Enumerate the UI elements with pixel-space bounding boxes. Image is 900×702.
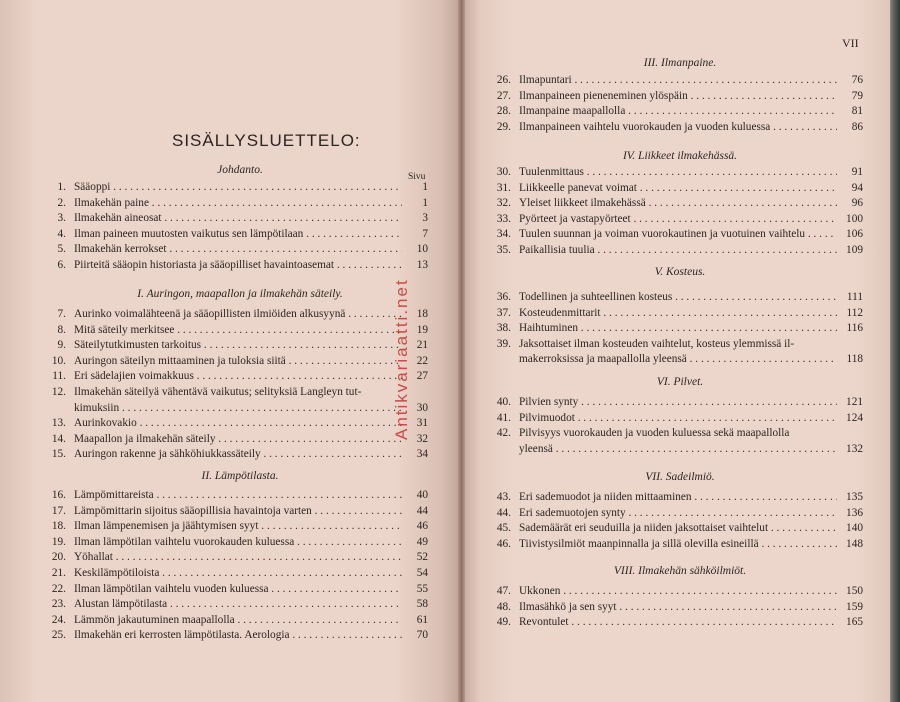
entry-title: kimuksiin . . . [74,401,402,415]
book-gutter [458,0,465,702]
toc-entry [489,243,863,257]
entry-page: 100 [846,212,863,225]
entry-page: 22 [416,354,428,367]
entry-page: 58 [416,598,428,611]
entry-number: 11. [52,370,66,383]
entry-number: 40. [496,396,511,408]
entry-page: 94 [851,181,863,194]
toc-entry [489,73,863,87]
toc-entry [489,89,863,103]
toc-entry [44,354,428,368]
toc-entry [44,432,428,446]
section-title: IV. Liikkeet ilmakehässä. [622,150,738,162]
toc-entry [489,506,863,520]
toc-entry [44,338,428,352]
entry-title: Ilmanpaine maapallolla . . . [519,104,837,118]
entry-page: 34 [416,448,428,461]
section-title: I. Auringon, maapallon ja ilmakehän säteily. [137,288,343,300]
section-title: Johdanto. [217,164,263,176]
entry-title: Tiivistysilmiöt maanpinnalla ja sillä olevilla esineillä . . . [519,537,837,551]
entry-title: Ilmakehän kerrokset . . . [74,242,402,256]
entry-page: 109 [846,244,863,256]
toc-entry [489,442,863,456]
entry-title: yleensä . . . [519,442,837,456]
toc-entry [44,242,428,256]
entry-page: 49 [416,535,428,548]
entry-page: 76 [851,74,863,86]
toc-entry [44,488,428,502]
toc-entry [44,416,428,430]
entry-page: 30 [416,401,428,414]
entry-number: 28. [496,105,511,118]
entry-page: 106 [846,228,863,241]
entry-number: 2. [57,196,66,209]
entry-page: 55 [416,582,428,595]
toc-entry [489,411,863,425]
toc-entry [489,537,863,551]
entry-title: Ilmakehän aineosat . . . [74,211,402,225]
entry-title: Ilman paineen muutosten vaikutus sen lämpötilaan . . . [74,227,402,241]
entry-title: Lämmön jakautuminen maapallolla . . . [74,613,402,627]
page-number-label: VII [842,36,859,50]
entry-number: 41. [496,411,511,424]
entry-number: 48. [496,600,511,613]
entry-title: Alustan lämpötilasta . . . [74,597,402,611]
toc-entry [489,196,863,210]
entry-title: Yleiset liikkeet ilmakehässä . . . [519,196,837,210]
entry-title: Ilmapuntari . . . [519,73,837,87]
entry-number: 13. [51,417,66,430]
entry-number: 30. [496,166,511,178]
toc-entry [44,401,428,415]
toc-entry [44,613,428,627]
toc-entry [489,584,863,598]
entry-title: Mitä säteily merkitsee . . . [74,323,402,337]
entry-number: 31. [496,181,511,194]
toc-entry [44,211,428,225]
entry-title: Ilmakehän paine . . . [74,196,402,210]
entry-number: 38. [496,322,511,335]
entry-page: 136 [846,506,863,519]
entry-page: 40 [416,489,428,501]
entry-number: 35. [496,244,511,256]
sivu-label: Sivu [408,172,426,182]
toc-entry [44,447,428,461]
toc-entry [489,104,863,118]
entry-page: 1 [422,196,428,209]
entry-title: Yöhallat . . . [74,550,402,564]
entry-page: 27 [416,370,428,383]
entry-title: Ilman lämpötilan vaihtelu vuoden kuluessa . . . [74,582,402,596]
toc-entry [489,290,863,304]
entry-title: Eri sademuodot ja niiden mittaaminen . . . [519,490,837,504]
toc-entry [44,227,428,241]
toc-heading: SISÄLLYSLUETTELO: [172,131,361,150]
watermark: Antikvariaatti.net [392,278,411,440]
entry-number: 10. [51,354,66,367]
entry-title: Haihtuminen . . . [519,321,837,335]
toc-entry [44,196,428,210]
entry-title: Sademäärät eri seuduilla ja niiden jaksottaiset vaihtelut . . . [519,521,837,535]
entry-number: 26. [496,74,511,86]
entry-number: 15. [51,448,66,461]
section-title: VII. Sadeilmiö. [645,471,715,483]
entry-title: Ilmakehän eri kerrosten lämpötilasta. Aerologia . . . [74,628,402,642]
entry-number: 12. [51,386,66,398]
toc-entry [489,600,863,614]
entry-number: 47. [496,585,511,597]
entry-page: 111 [846,291,863,303]
entry-page: 159 [846,600,863,613]
entry-title: Ilmanpaineen vaihtelu vuorokauden ja vuoden kuluessa . . . [519,120,837,134]
entry-page: 54 [416,567,428,579]
entry-number: 23. [51,598,66,611]
entry-number: 43. [496,491,511,503]
entry-title: Paikallisia tuulia . . . [519,243,837,257]
toc-entry [44,550,428,564]
toc-entry [44,628,428,642]
toc-entry [44,385,428,399]
entry-page [837,426,863,440]
entry-number: 4. [57,227,66,240]
entry-page: 124 [846,411,863,424]
entry-page: 148 [846,537,863,550]
toc-entry [44,258,428,272]
entry-number: 33. [496,212,511,225]
entry-page: 116 [846,322,863,335]
entry-title: Lämpömittareista . . . [74,488,402,502]
entry-number: 36. [496,291,511,303]
toc-entry [44,597,428,611]
entry-page: 81 [851,105,863,118]
entry-title: Pilvien synty . . . [519,395,837,409]
book-edge [890,0,900,702]
entry-number: 22. [51,582,66,595]
entry-title: Ilman lämpenemisen ja jäähtymisen syyt . . . [74,519,402,533]
entry-page [837,337,863,351]
entry-number: 44. [496,506,511,519]
entry-page: 86 [851,120,863,133]
entry-title: Auringon säteilyn mittaaminen ja tuloksia siitä . . . [74,354,402,368]
entry-page: 79 [851,89,863,102]
entry-page: 118 [846,353,863,366]
section-title: V. Kosteus. [654,266,706,278]
entry-title: Keskilämpötiloista . . . [74,566,402,580]
entry-title: Aurinkovakio . . . [74,416,402,430]
toc-entry [489,352,863,366]
entry-number: 14. [51,432,66,445]
entry-page: 132 [846,442,863,455]
entry-title: Ilmakehän säteilyä vähentävä vaikutus; selityksiä Langleyn tut- [74,386,362,398]
entry-number: 1. [57,181,66,193]
entry-page: 70 [416,629,428,642]
entry-title: Jaksottaiset ilman kosteuden vaihtelut, kosteus ylemmissä il- [519,337,795,350]
entry-title: Pilvisyys vuorokauden ja vuoden kuluessa sekä maapallolla [519,427,790,440]
entry-number: 46. [496,537,511,550]
toc-entry [44,519,428,533]
toc-entry [44,369,428,383]
entry-page: 91 [851,166,863,178]
entry-number: 7. [57,308,66,320]
entry-number [489,352,511,366]
entry-number: 37. [496,306,511,319]
entry-title: Ilmasähkö ja sen syyt . . . [519,600,837,614]
entry-title: makerroksissa ja maapallolla yleensä . . . [519,352,837,366]
entry-number: 45. [496,522,511,535]
entry-number [489,442,511,456]
entry-page: 135 [846,491,863,503]
entry-title: Auringon rakenne ja sähköhiukkassäteily . . . [74,447,402,461]
entry-page: 61 [416,613,428,626]
toc-entry [44,307,428,321]
entry-page: 46 [416,520,428,533]
entry-number: 17. [51,504,66,517]
entry-number [44,401,66,415]
toc-entry [489,120,863,134]
entry-title: Ukkonen . . . [519,584,837,598]
entry-title: Tuulenmittaus . . . [519,165,837,179]
entry-page: 19 [416,323,428,336]
entry-number: 25. [51,629,66,642]
toc-entry [44,582,428,596]
toc-entry [44,535,428,549]
entry-number: 6. [57,259,66,271]
entry-page: 3 [422,212,428,225]
toc-entry [489,212,863,226]
toc-entry [489,521,863,535]
entry-title: Eri sädelajien voimakkuus . . . [74,369,402,383]
entry-title: Todellinen ja suhteellinen kosteus . . . [519,290,837,304]
entry-number: 19. [51,535,66,548]
entry-number: 42. [496,427,511,440]
toc-entry [489,337,863,351]
entry-page: 96 [851,197,863,210]
entry-number: 39. [496,337,511,350]
entry-number: 9. [57,339,66,352]
entry-number: 21. [51,567,66,579]
entry-number: 29. [496,120,511,133]
entry-page: 21 [416,339,428,352]
section-title: II. Lämpötilasta. [201,470,279,482]
entry-number: 34. [496,228,511,241]
toc-entry [489,395,863,409]
entry-title: Ilmanpaineen pieneneminen ylöspäin . . . [519,89,837,103]
entry-title: Maapallon ja ilmakehän säteily . . . [74,432,402,446]
entry-number: 18. [51,520,66,533]
entry-number: 32. [496,197,511,210]
entry-page: 13 [416,259,428,271]
entry-page: 10 [416,243,428,256]
entry-title: Liikkeelle panevat voimat . . . [519,181,837,195]
entry-title: Pyörteet ja vastapyörteet . . . [519,212,837,226]
entry-page: 32 [416,432,428,445]
entry-number: 5. [57,243,66,256]
entry-title: Säteilytutkimusten tarkoitus . . . [74,338,402,352]
entry-page: 1 [422,181,428,193]
entry-number: 20. [51,551,66,564]
toc-entry [489,227,863,241]
entry-number: 8. [57,323,66,336]
entry-number: 3. [57,212,66,225]
entry-title: Aurinko voimalähteenä ja sääopillisten ilmiöiden alkusyynä . . . [74,307,402,321]
entry-page: 150 [846,585,863,597]
entry-number: 24. [51,613,66,626]
entry-title: Piirteitä sääopin historiasta ja sääopilliset havaintoasemat . . . [74,258,402,272]
entry-title: Lämpömittarin sijoitus sääopillisia havaintoja varten . . . [74,504,402,518]
toc-entry [44,504,428,518]
entry-title: Kosteudenmittarit . . . [519,306,837,320]
toc-entry [489,615,863,629]
toc-entry [489,490,863,504]
entry-page: 112 [846,306,863,319]
entry-page: 18 [416,308,428,320]
entry-title: Pilvimuodot . . . [519,411,837,425]
entry-page: 44 [416,504,428,517]
toc-entry [489,181,863,195]
entry-title: Ilman lämpötilan vaihtelu vuorokauden kuluessa . . . [74,535,402,549]
entry-title: Revontulet . . . [519,615,837,629]
toc-entry [44,323,428,337]
entry-title: Eri sademuotojen synty . . . [519,506,837,520]
entry-page: 121 [846,396,863,408]
toc-entry [44,180,428,194]
entry-number: 49. [496,616,511,629]
entry-page: 140 [846,522,863,535]
section-title: VIII. Ilmakehän sähköilmiöt. [613,565,747,577]
entry-title: Sääoppi . . . [74,180,402,194]
entry-number: 27. [496,89,511,102]
entry-page: 31 [416,417,428,430]
toc-entry [489,165,863,179]
section-title: III. Ilmanpaine. [643,57,717,69]
toc-entry [489,426,863,440]
entry-page: 165 [846,616,863,629]
entry-number: 16. [51,489,66,501]
section-title: VI. Pilvet. [656,376,704,388]
entry-page: 52 [416,551,428,564]
toc-entry [489,321,863,335]
toc-entry [489,306,863,320]
entry-title: Tuulen suunnan ja voiman vuorokautinen ja vuotuinen vaihtelu . . . [519,227,837,241]
entry-page: 7 [422,227,428,240]
toc-entry [44,566,428,580]
